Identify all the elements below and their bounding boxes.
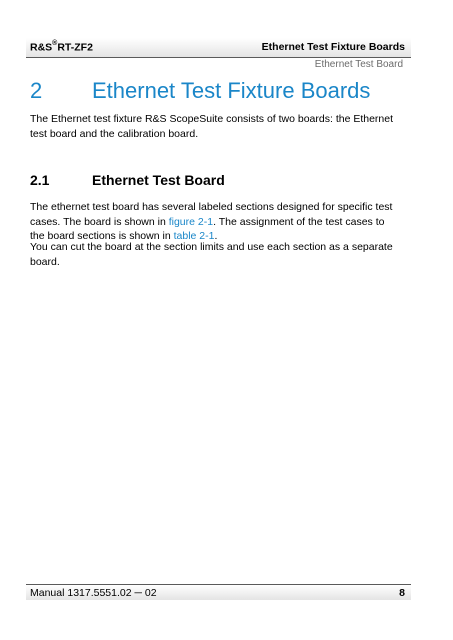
page-number: 8 bbox=[399, 587, 405, 599]
product-name bbox=[30, 41, 93, 54]
section-title: Ethernet Test Board bbox=[92, 172, 225, 188]
section-heading bbox=[30, 172, 225, 188]
chapter-number: 2 bbox=[30, 78, 43, 103]
chapter-heading bbox=[30, 78, 370, 104]
chapter-title: Ethernet Test Fixture Boards bbox=[92, 78, 371, 103]
section-paragraph-2: You can cut the board at the section limits and use each section as a separate board. bbox=[30, 241, 393, 268]
para1-text-b: . The assignment of the test cases to the board sections is shown in bbox=[30, 215, 385, 242]
section-paragraph-1 bbox=[30, 200, 400, 244]
para1-text-a: The ethernet test board has several labeled sections designed for specific test cases. The board is shown in bbox=[30, 201, 393, 228]
running-title: Ethernet Test Fixture Boards bbox=[261, 41, 405, 53]
figure-2-1-link[interactable]: figure 2-1 bbox=[168, 215, 214, 228]
section-number: 2.1 bbox=[30, 172, 50, 188]
manual-number: Manual 1317.5551.02 ─ 02 bbox=[30, 587, 157, 599]
registered-mark: ® bbox=[52, 40, 58, 47]
product-prefix: R&S bbox=[30, 41, 53, 54]
para1-text-c: . bbox=[214, 230, 218, 242]
product-model: RT-ZF2 bbox=[57, 41, 93, 54]
running-subtitle: Ethernet Test Board bbox=[314, 59, 403, 70]
table-2-1-link[interactable]: table 2-1 bbox=[173, 230, 215, 242]
chapter-intro: The Ethernet test fixture R&S ScopeSuite consists of two boards: the Ethernet test board and the calibration board. bbox=[30, 113, 394, 140]
